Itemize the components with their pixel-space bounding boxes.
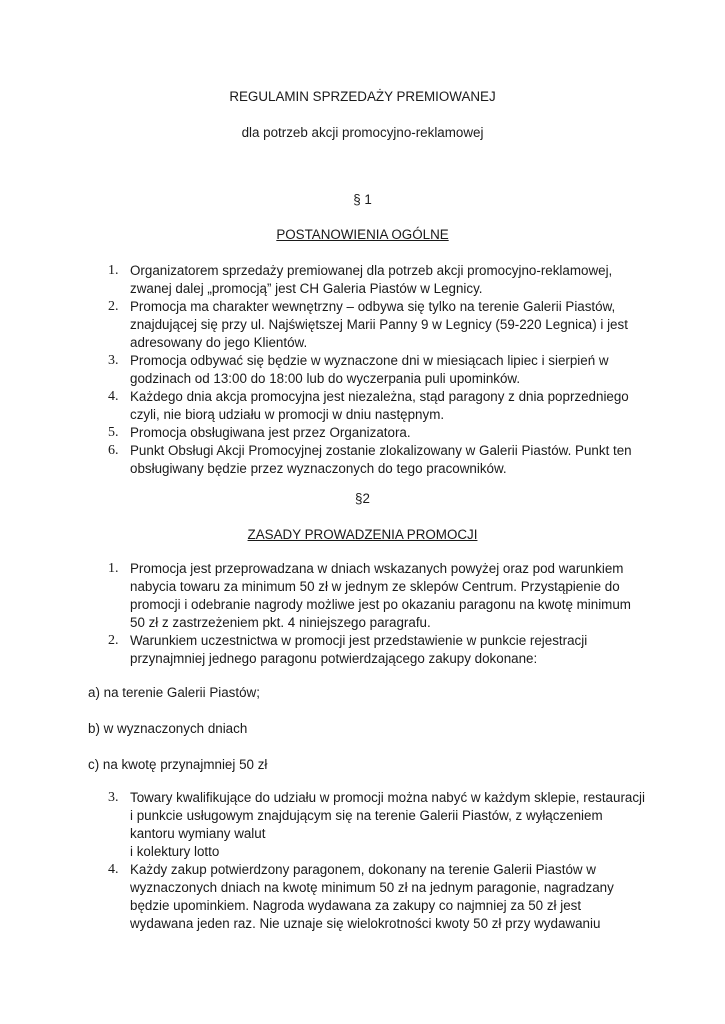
document-subtitle: dla potrzeb akcji promocyjno-reklamowej [241, 125, 484, 140]
list-item-number: 2. [108, 633, 119, 648]
list-item-number: 5. [108, 425, 119, 440]
list-item-text: Każdego dnia akcja promocyjna jest niezależna, stąd paragony z dnia poprzedniego czyli, nie biorą udziału w promocji w dniu następnym. [130, 389, 629, 422]
section-2-list-b [88, 789, 648, 933]
list-item-text-continued: i kolektury lotto [130, 844, 220, 859]
list-item-text: Każdy zakup potwierdzony paragonem, dokonany na terenie Galerii Piastów w wyznaczonych dniach na kwotę minimum 50 zł na jednym paragonie, nagradzany będzie upominkiem. Nagroda wydawana za zakupy co najmniej za 50 zł jest wydawana jeden raz. Nie uznaje się wielokrotności kwoty 50 zł przy wydawaniu [130, 862, 614, 931]
list-item-text: Punkt Obsługi Akcji Promocyjnej zostanie zlokalizowany w Galerii Piastów. Punkt ten obsługiwany będzie przez wyznaczonych do tego pracowników. [130, 443, 632, 476]
list-item [88, 861, 648, 933]
section-2-mark: §2 [355, 491, 370, 506]
section-1-heading: POSTANOWIENIA OGÓLNE [276, 227, 449, 242]
list-item-number: 6. [108, 443, 119, 458]
list-item-number: 4. [108, 862, 119, 877]
section-2-list-a [88, 560, 648, 668]
section-2-heading: ZASADY PROWADZENIA PROMOCJI [247, 527, 478, 542]
list-item-text: Promocja ma charakter wewnętrzny – odbywa się tylko na terenie Galerii Piastów, znajdującej się przy ul. Najświętszej Marii Panny 9 w Legnicy (59-220 Legnica) i jest adresowany do jego Klientów. [130, 299, 628, 350]
list-item [88, 352, 648, 388]
list-item-number: 1. [108, 561, 119, 576]
list-item [88, 388, 648, 424]
list-item [88, 789, 648, 861]
list-item [88, 442, 648, 478]
condition-b: b) w wyznaczonych dniach [88, 721, 248, 736]
list-item-text: Towary kwalifikujące do udziału w promocji można nabyć w każdym sklepie, restauracji i punkcie usługowym znajdującym się na terenie Galerii Piastów, z wyłączeniem kantoru wymiany walut [130, 790, 646, 841]
list-item-number: 4. [108, 389, 119, 404]
document-title: REGULAMIN SPRZEDAŻY PREMIOWANEJ [229, 89, 496, 104]
list-item-number: 3. [108, 353, 119, 368]
list-item [88, 262, 648, 298]
list-item [88, 298, 648, 352]
list-item [88, 424, 648, 442]
list-item [88, 632, 648, 668]
list-item-text: Promocja jest przeprowadzana w dniach wskazanych powyżej oraz pod warunkiem nabycia towaru za minimum 50 zł w jednym ze sklepów Centrum. Przystąpienie do promocji i odebranie nagrody możliwe jest po okazaniu paragonu na kwotę minimum 50 zł z zastrzeżeniem pkt. 4 niniejszego paragrafu. [130, 561, 631, 630]
list-item-text: Warunkiem uczestnictwa w promocji jest przedstawienie w punkcie rejestracji przynajmniej jednego paragonu potwierdzającego zakupy dokonane: [130, 633, 588, 666]
list-item [88, 560, 648, 632]
condition-c: c) na kwotę przynajmniej 50 zł [88, 757, 268, 772]
condition-a: a) na terenie Galerii Piastów; [88, 685, 260, 700]
list-item-number: 3. [108, 790, 119, 805]
list-item-text: Organizatorem sprzedaży premiowanej dla potrzeb akcji promocyjno-reklamowej, zwanej dalej „promocją” jest CH Galeria Piastów w Legnicy. [130, 263, 613, 296]
list-item-text: Promocja odbywać się będzie w wyznaczone dni w miesiącach lipiec i sierpień w godzinach od 13:00 do 18:00 lub do wyczerpania puli upominków. [130, 353, 609, 386]
section-1-mark: § 1 [353, 192, 372, 207]
list-item-number: 1. [108, 263, 119, 278]
list-item-number: 2. [108, 299, 119, 314]
section-1-list [88, 262, 648, 478]
list-item-text: Promocja obsługiwana jest przez Organizatora. [130, 425, 411, 440]
